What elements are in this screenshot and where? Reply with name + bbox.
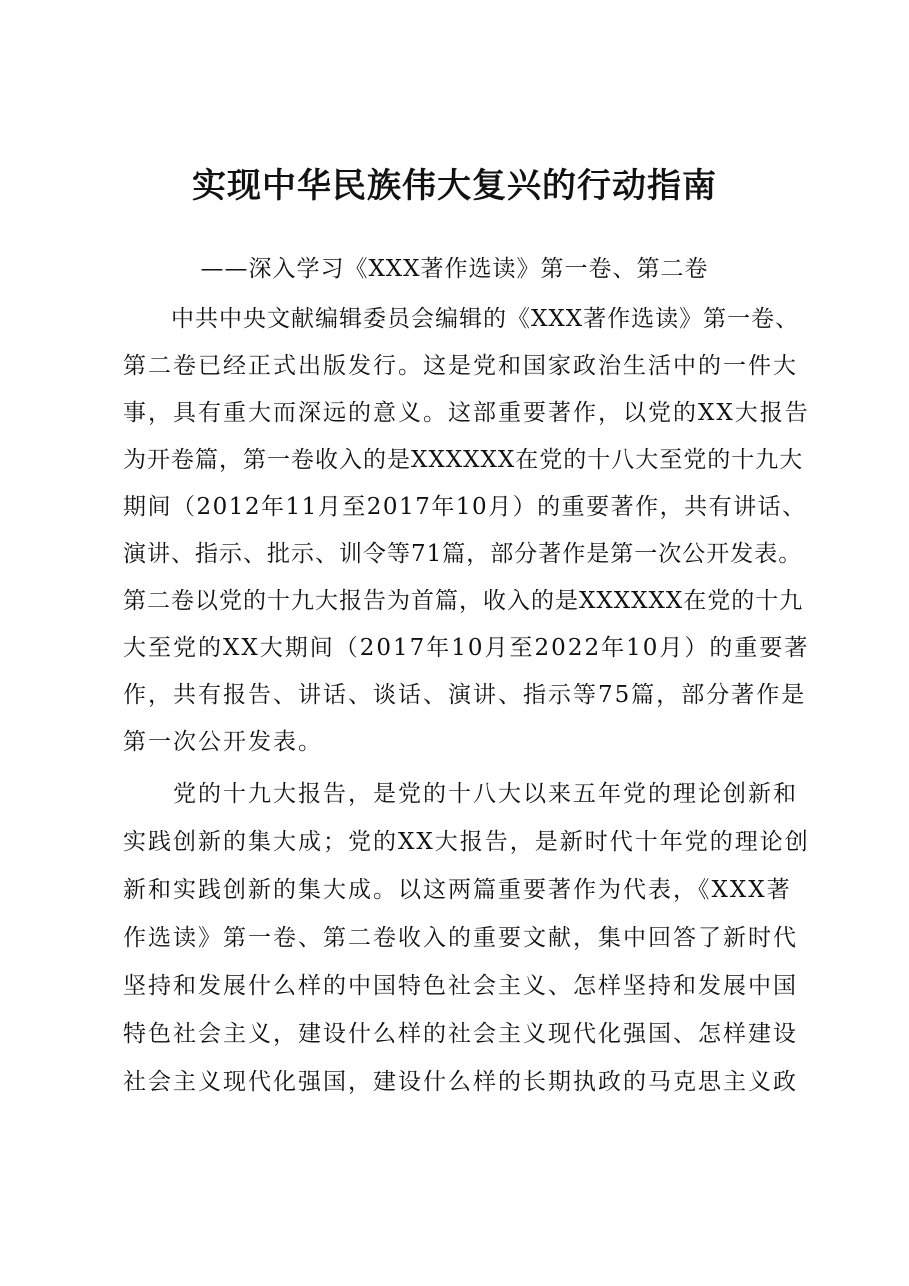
- text-line: 坚持和发展什么样的中国特色社会主义、怎样坚持和发展中国: [123, 973, 798, 999]
- text-line: 第一次公开发表。: [123, 729, 323, 755]
- text-line: 大至党的XX大期间（2017年10月至2022年10月）的重要著: [123, 635, 810, 661]
- text-line: 新和实践创新的集大成。以这两篇重要著作为代表，《XXX著: [123, 877, 792, 903]
- text-line: 实践创新的集大成；党的XX大报告，是新时代十年党的理论创: [123, 829, 810, 855]
- text-line: 事，具有重大而深远的意义。这部重要著作，以党的XX大报告: [123, 400, 810, 426]
- document-subtitle: ——深入学习《XXX著作选读》第一卷、第二卷: [200, 256, 709, 282]
- text-line: 第二卷以党的十九大报告为首篇，收入的是XXXXXX在党的十九: [123, 588, 804, 614]
- text-line: 党的十九大报告，是党的十八大以来五年党的理论创新和: [123, 781, 798, 807]
- text-line: 演讲、指示、批示、训令等71篇，部分著作是第一次公开发表。: [123, 541, 803, 567]
- text-line: 第二卷已经正式出版发行。这是党和国家政治生活中的一件大: [123, 353, 798, 379]
- text-line: 作选读》第一卷、第二卷收入的重要文献，集中回答了新时代: [123, 925, 798, 951]
- text-line: 作，共有报告、讲话、谈话、演讲、指示等75篇，部分著作是: [123, 682, 807, 708]
- text-line: 社会主义现代化强国，建设什么样的长期执政的马克思主义政: [123, 1069, 798, 1095]
- document-title: 实现中华民族伟大复兴的行动指南: [192, 166, 717, 206]
- text-line: 期间（2012年11月至2017年10月）的重要著作，共有讲话、: [123, 494, 807, 520]
- text-line: 特色社会主义，建设什么样的社会主义现代化强国、怎样建设: [123, 1021, 798, 1047]
- text-line: 为开卷篇，第一卷收入的是XXXXXX在党的十八大至党的十九大: [123, 447, 804, 473]
- text-line: 中共中央文献编辑委员会编辑的《XXX著作选读》第一卷、: [123, 306, 800, 332]
